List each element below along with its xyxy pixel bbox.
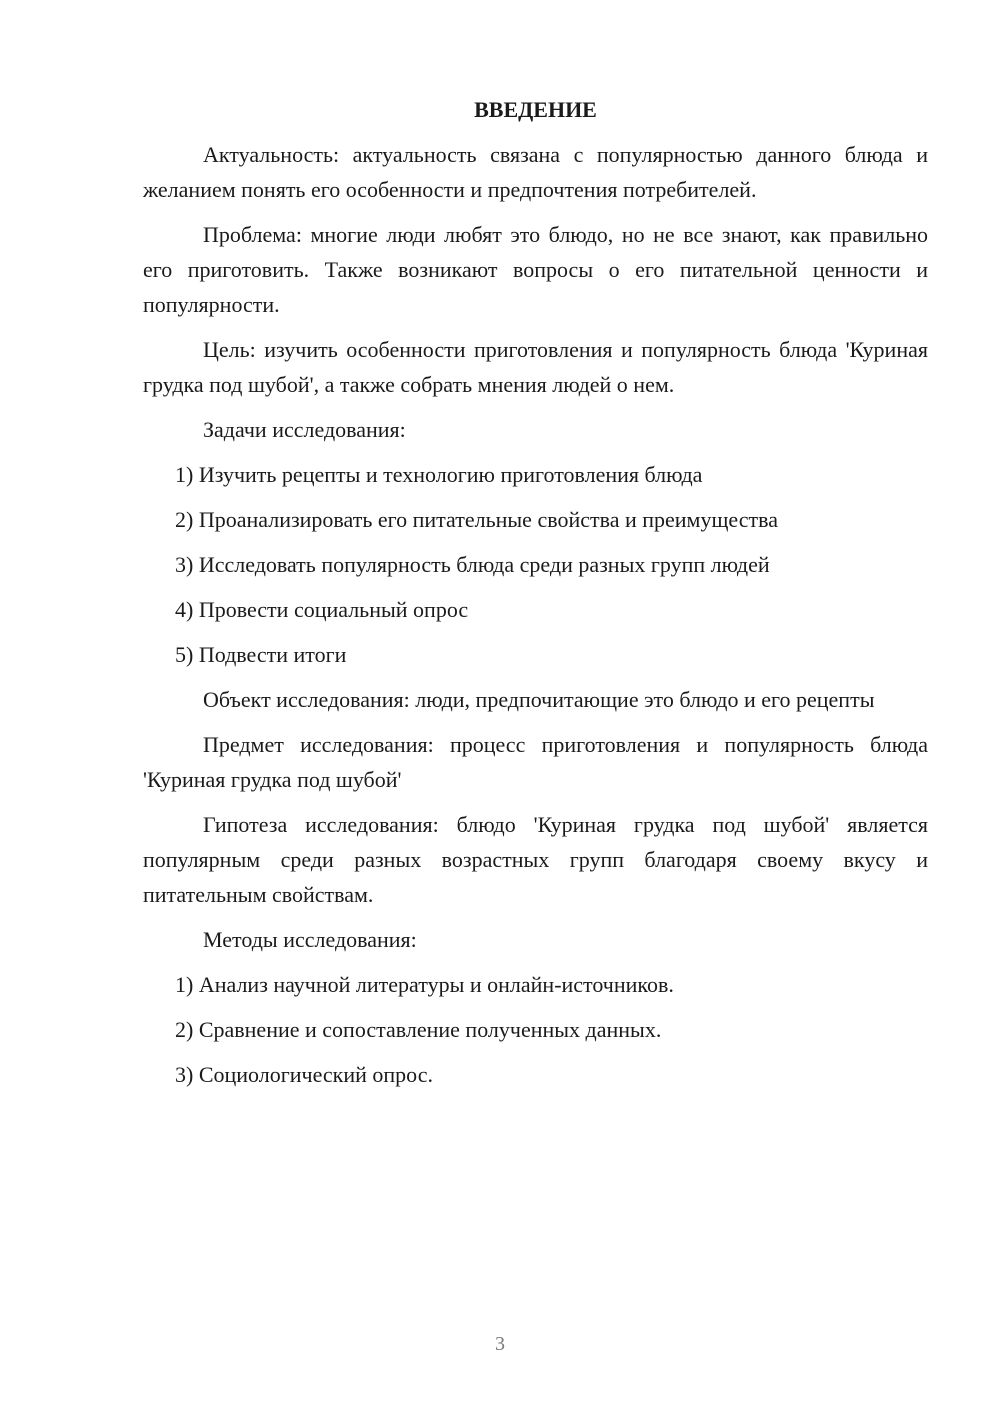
- page-number: 3: [495, 1333, 505, 1355]
- hypothesis-paragraph: Гипотеза исследования: блюдо 'Куриная грудка под шубой' является популярным среди разных возрастных групп благодаря своему вкусу и питательным свойствам.: [143, 812, 928, 907]
- section-title: ВВЕДЕНИЕ: [474, 97, 597, 122]
- list-item: 1) Анализ научной литературы и онлайн-источников.: [175, 972, 674, 997]
- object-paragraph: Объект исследования: люди, предпочитающие это блюдо и его рецепты: [203, 687, 875, 712]
- tasks-list: [143, 457, 928, 672]
- subject-paragraph: Предмет исследования: процесс приготовления и популярность блюда 'Куриная грудка под шубой': [143, 732, 928, 792]
- list-item: 3) Социологический опрос.: [175, 1062, 433, 1087]
- problem-paragraph: Проблема: многие люди любят это блюдо, но не все знают, как правильно его приготовить. Также возникают вопросы о его питательной ценности и популярности.: [143, 222, 928, 317]
- document-page: [143, 92, 928, 1102]
- relevance-paragraph: Актуальность: актуальность связана с популярностью данного блюда и желанием понять его особенности и предпочтения потребителей.: [143, 142, 928, 202]
- methods-list: [143, 967, 928, 1092]
- list-item: 4) Провести социальный опрос: [175, 597, 469, 622]
- tasks-heading: Задачи исследования:: [203, 417, 406, 442]
- list-item: 3) Исследовать популярность блюда среди разных групп людей: [175, 552, 770, 577]
- list-item: 1) Изучить рецепты и технологию приготовления блюда: [175, 462, 703, 487]
- list-item: 5) Подвести итоги: [175, 642, 347, 667]
- goal-paragraph: Цель: изучить особенности приготовления и популярность блюда 'Куриная грудка под шубой', а также собрать мнения людей о нем.: [143, 337, 928, 397]
- methods-heading: Методы исследования:: [203, 927, 417, 952]
- list-item: 2) Сравнение и сопоставление полученных данных.: [175, 1017, 662, 1042]
- list-item: 2) Проанализировать его питательные свойства и преимущества: [175, 507, 778, 532]
